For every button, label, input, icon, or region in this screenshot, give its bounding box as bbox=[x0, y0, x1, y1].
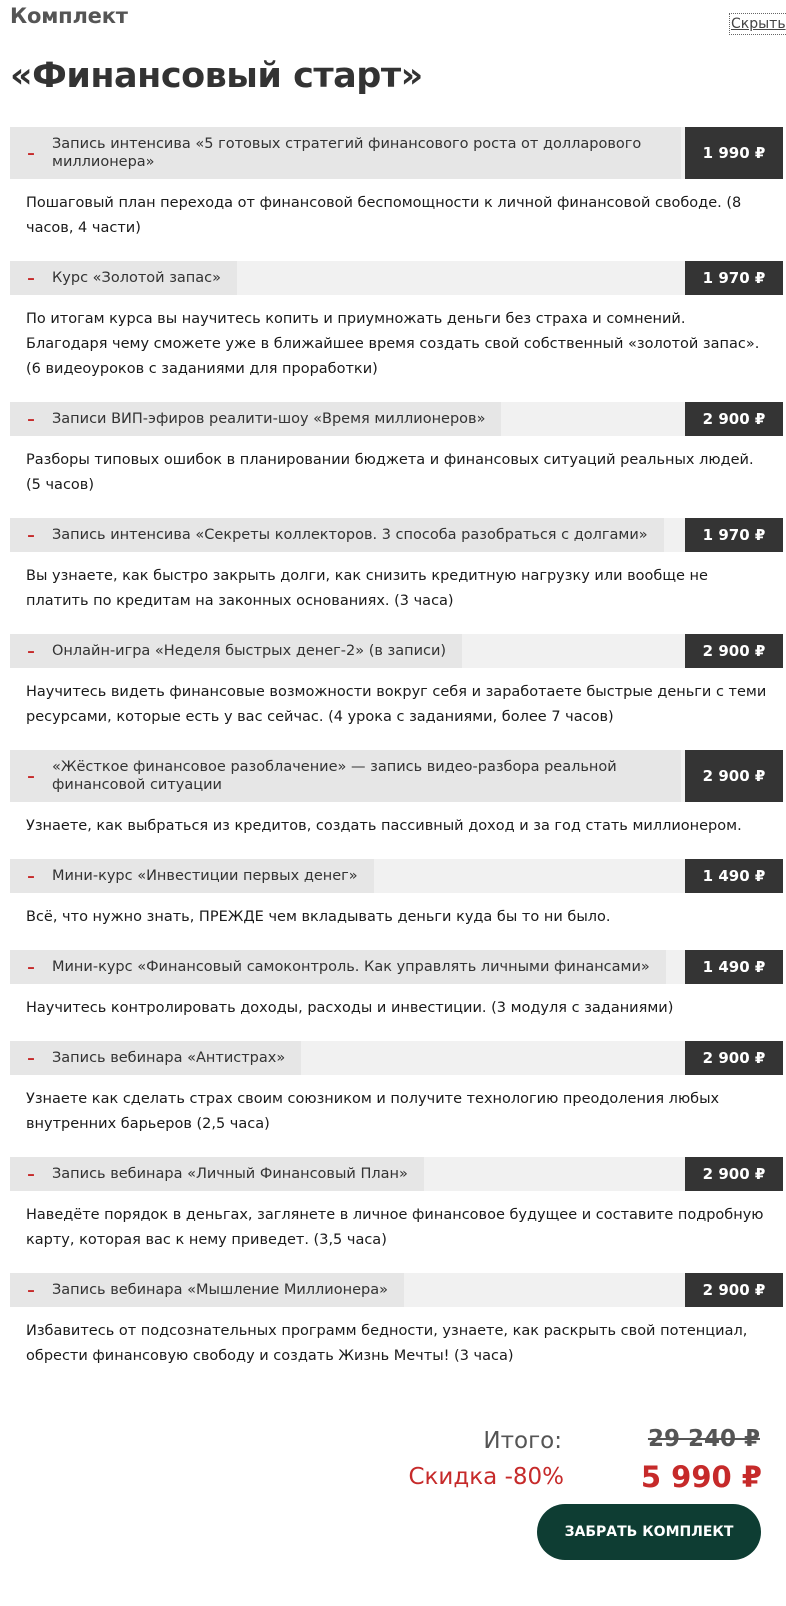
item-title-bar bbox=[10, 261, 237, 295]
item-title: Мини-курс «Финансовый самоконтроль. Как управлять личными финансами» bbox=[52, 959, 650, 975]
item-description: Наведёте порядок в деньгах, заглянете в личное финансовое будущее и составите подробную карту, которая вас к нему приведет. (3,5 часа) bbox=[26, 1207, 764, 1248]
item-price: 2 900 ₽ bbox=[685, 1273, 783, 1307]
item-title-bar bbox=[10, 402, 501, 436]
item-title: Запись интенсива «Секреты коллекторов. 3 способа разобраться с долгами» bbox=[52, 527, 648, 543]
item-title-bar bbox=[10, 1041, 301, 1075]
hide-link[interactable]: Скрыть bbox=[731, 16, 786, 32]
collapse-dash-icon: – bbox=[27, 409, 35, 428]
item-description: Всё, что нужно знать, ПРЕЖДЕ чем вкладывать деньги куда бы то ни было. bbox=[26, 909, 611, 925]
get-kit-button[interactable]: ЗАБРАТЬ КОМПЛЕКТ bbox=[537, 1504, 761, 1560]
item-description: Узнаете, как выбраться из кредитов, создать пассивный доход и за год стать миллионером. bbox=[26, 818, 742, 834]
item-title-bar bbox=[10, 950, 666, 984]
collapse-dash-icon: – bbox=[27, 641, 35, 660]
item-description: Научитесь видеть финансовые возможности вокруг себя и заработаете быстрые деньги с теми ресурсами, которые есть у вас сейчас. (4 урока с заданиями, более 7 часов) bbox=[26, 684, 767, 725]
item-title: Онлайн-игра «Неделя быстрых денег-2» (в записи) bbox=[52, 643, 447, 659]
item-price: 2 900 ₽ bbox=[685, 634, 783, 668]
item-title: Запись вебинара «Мышление Миллионера» bbox=[52, 1282, 388, 1298]
item-title: Запись вебинара «Антистрах» bbox=[52, 1050, 286, 1066]
item-title-bar bbox=[10, 518, 664, 552]
new-price: 5 990 ₽ bbox=[640, 1460, 762, 1494]
kit-label: Комплект bbox=[10, 4, 128, 28]
old-price: 29 240 ₽ bbox=[647, 1426, 760, 1452]
discount-label: Скидка -80% bbox=[408, 1464, 564, 1490]
list-item bbox=[10, 950, 783, 1041]
item-header[interactable] bbox=[10, 859, 783, 893]
item-price: 2 900 ₽ bbox=[685, 750, 783, 802]
item-title-bar bbox=[10, 859, 374, 893]
item-header[interactable] bbox=[10, 1041, 783, 1075]
item-title-bar bbox=[10, 1157, 424, 1191]
collapse-dash-icon: – bbox=[27, 766, 35, 785]
list-item bbox=[10, 1157, 783, 1273]
item-price: 1 990 ₽ bbox=[685, 127, 783, 179]
page-title: «Финансовый старт» bbox=[10, 56, 423, 96]
item-description: Разборы типовых ошибок в планировании бюджета и финансовых ситуаций реальных людей. (5 часов) bbox=[26, 452, 754, 493]
collapse-dash-icon: – bbox=[27, 866, 35, 885]
item-title: «Жёсткое финансовое разоблачение» — запись видео-разбора реальной финансовой ситуации bbox=[52, 759, 617, 793]
item-header[interactable] bbox=[10, 634, 783, 668]
item-header[interactable] bbox=[10, 518, 783, 552]
item-title: Запись интенсива «5 готовых стратегий финансового роста от долларового миллионера» bbox=[52, 136, 642, 170]
items-list bbox=[10, 127, 783, 1389]
item-description: Избавитесь от подсознательных программ бедности, узнаете, как раскрыть свой потенциал, обрести финансовую свободу и создать Жизнь Мечты! (3 часа) bbox=[26, 1323, 748, 1364]
item-title: Курс «Золотой запас» bbox=[52, 270, 221, 286]
collapse-dash-icon: – bbox=[27, 1280, 35, 1299]
list-item bbox=[10, 261, 783, 402]
item-header[interactable] bbox=[10, 127, 783, 179]
item-header[interactable] bbox=[10, 402, 783, 436]
item-title-bar bbox=[10, 1273, 404, 1307]
item-price: 2 900 ₽ bbox=[685, 1157, 783, 1191]
item-title: Мини-курс «Инвестиции первых денег» bbox=[52, 868, 358, 884]
item-description: Научитесь контролировать доходы, расходы и инвестиции. (3 модуля с заданиями) bbox=[26, 1000, 674, 1016]
item-price: 2 900 ₽ bbox=[685, 1041, 783, 1075]
list-item bbox=[10, 634, 783, 750]
collapse-dash-icon: – bbox=[27, 143, 35, 162]
list-item bbox=[10, 859, 783, 950]
item-header[interactable] bbox=[10, 950, 783, 984]
list-item bbox=[10, 127, 783, 261]
item-price: 1 970 ₽ bbox=[685, 261, 783, 295]
item-title: Запись вебинара «Личный Финансовый План» bbox=[52, 1166, 408, 1182]
list-item bbox=[10, 750, 783, 859]
total-label: Итого: bbox=[483, 1428, 562, 1454]
item-title-bar bbox=[10, 634, 462, 668]
item-description: Пошаговый план перехода от финансовой беспомощности к личной финансовой свободе. (8 часов, 4 части) bbox=[26, 195, 742, 236]
item-description: Узнаете как сделать страх своим союзником и получите технологию преодоления любых внутренних барьеров (2,5 часа) bbox=[26, 1091, 720, 1132]
item-description: По итогам курса вы научитесь копить и приумножать деньги без страха и сомнений. Благодаря чему сможете уже в ближайшее время создать свой собственный «золотой запас». (6 видеоуроков с заданиями для проработки) bbox=[26, 311, 760, 377]
item-price: 1 490 ₽ bbox=[685, 859, 783, 893]
item-header[interactable] bbox=[10, 1157, 783, 1191]
item-title-bar bbox=[10, 127, 681, 179]
item-header[interactable] bbox=[10, 1273, 783, 1307]
item-price: 1 490 ₽ bbox=[685, 950, 783, 984]
collapse-dash-icon: – bbox=[27, 525, 35, 544]
item-price: 2 900 ₽ bbox=[685, 402, 783, 436]
collapse-dash-icon: – bbox=[27, 1164, 35, 1183]
item-title: Записи ВИП-эфиров реалити-шоу «Время миллионеров» bbox=[52, 411, 486, 427]
list-item bbox=[10, 1273, 783, 1389]
list-item bbox=[10, 1041, 783, 1157]
item-title-bar bbox=[10, 750, 681, 802]
collapse-dash-icon: – bbox=[27, 1048, 35, 1067]
item-description: Вы узнаете, как быстро закрыть долги, как снизить кредитную нагрузку или вообще не платить по кредитам на законных основаниях. (3 часа) bbox=[26, 568, 708, 609]
list-item bbox=[10, 402, 783, 518]
item-price: 1 970 ₽ bbox=[685, 518, 783, 552]
item-header[interactable] bbox=[10, 261, 783, 295]
collapse-dash-icon: – bbox=[27, 957, 35, 976]
list-item bbox=[10, 518, 783, 634]
collapse-dash-icon: – bbox=[27, 268, 35, 287]
item-header[interactable] bbox=[10, 750, 783, 802]
